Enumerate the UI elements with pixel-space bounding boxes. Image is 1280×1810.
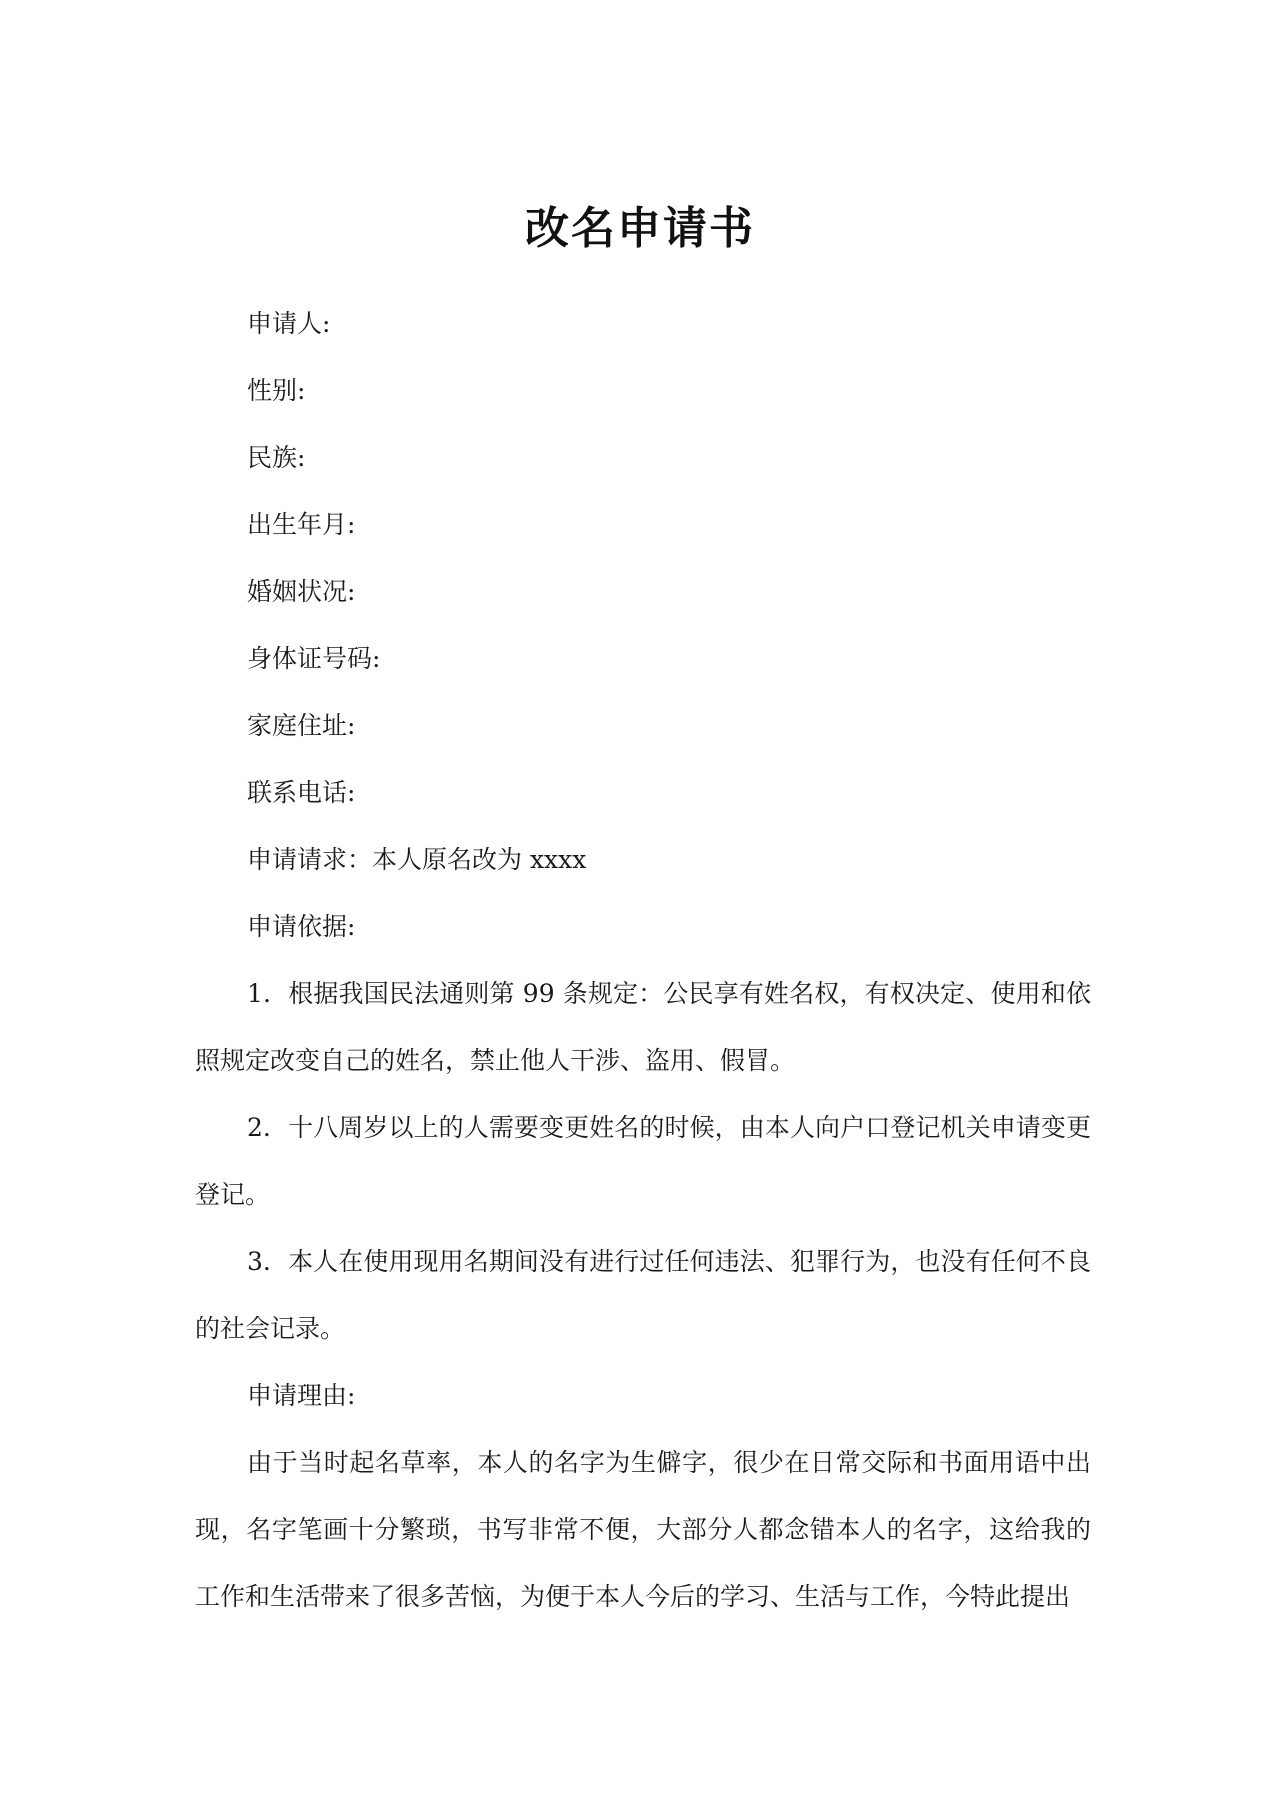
- field-request: 申请请求：本人原名改为 xxxx: [247, 845, 587, 874]
- field-id-number: 身体证号码:: [247, 644, 381, 673]
- basis-item-2: 2．十八周岁以上的人需要变更姓名的时候，由本人向户口登记机关申请变更登记。: [195, 1113, 1091, 1209]
- field-ethnicity: 民族:: [247, 443, 306, 472]
- field-marital-status: 婚姻状况:: [247, 577, 356, 606]
- field-phone: 联系电话:: [247, 778, 356, 807]
- field-birth-date: 出生年月:: [247, 510, 356, 539]
- field-basis-label: 申请依据:: [247, 912, 356, 941]
- field-gender: 性别:: [247, 376, 306, 405]
- field-home-address: 家庭住址:: [247, 711, 356, 740]
- page-title: 改名申请书: [525, 203, 755, 255]
- field-applicant: 申请人:: [247, 309, 331, 338]
- basis-item-3: 3．本人在使用现用名期间没有进行过任何违法、犯罪行为，也没有任何不良的社会记录。: [195, 1247, 1091, 1343]
- reason-label: 申请理由:: [247, 1381, 356, 1410]
- reason-paragraph: 由于当时起名草率，本人的名字为生僻字，很少在日常交际和书面用语中出现，名字笔画十分繁琐，书写非常不便，大部分人都念错本人的名字，这给我的工作和生活带来了很多苦恼，为便于本人今后的学习、生活与工作，今特此提出: [195, 1448, 1091, 1611]
- basis-item-1: 1．根据我国民法通则第 99 条规定：公民享有姓名权，有权决定、使用和依照规定改变自己的姓名，禁止他人干涉、盗用、假冒。: [195, 979, 1091, 1075]
- document-body: [195, 290, 1091, 1630]
